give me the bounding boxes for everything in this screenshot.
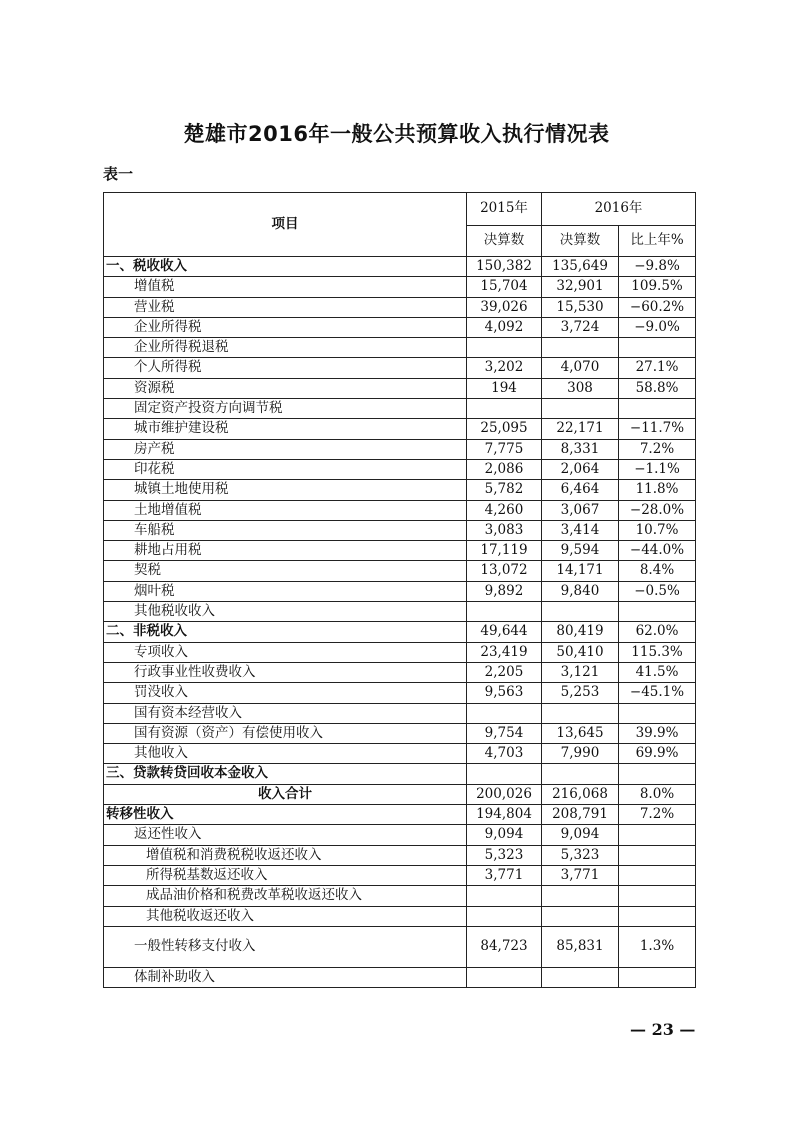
row-value-2015: 5,323: [467, 845, 542, 865]
row-value-2015: 2,205: [467, 662, 542, 682]
row-yoy-percent: [619, 845, 696, 865]
table-row: [104, 784, 696, 804]
table-row: [104, 642, 696, 662]
table-row: [104, 277, 696, 297]
row-item-name: 耕地占用税: [104, 541, 467, 561]
header-final-2016: 决算数: [542, 226, 619, 257]
page-title: 楚雄市2016年一般公共预算收入执行情况表: [183, 122, 610, 146]
row-yoy-percent: −0.5%: [619, 581, 696, 601]
row-value-2016: 208,791: [542, 805, 619, 825]
table-row: [104, 602, 696, 622]
table-row: [104, 926, 696, 967]
row-item-name: 一般性转移支付收入: [104, 926, 467, 967]
row-item-name: 国有资源（资产）有偿使用收入: [104, 723, 467, 743]
row-value-2016: [542, 967, 619, 987]
budget-table: [103, 192, 696, 988]
row-value-2015: [467, 764, 542, 784]
row-value-2016: 5,323: [542, 845, 619, 865]
row-value-2016: 14,171: [542, 561, 619, 581]
row-value-2016: 15,530: [542, 297, 619, 317]
row-item-name: 其他税收收入: [104, 602, 467, 622]
row-item-name: 个人所得税: [104, 358, 467, 378]
row-value-2015: [467, 399, 542, 419]
row-item-name: 房产税: [104, 439, 467, 459]
table-row: [104, 257, 696, 277]
row-value-2015: 9,754: [467, 723, 542, 743]
row-yoy-percent: −9.0%: [619, 317, 696, 337]
row-item-name: 企业所得税: [104, 317, 467, 337]
row-yoy-percent: 7.2%: [619, 439, 696, 459]
table-row: [104, 561, 696, 581]
row-item-name: 返还性收入: [104, 825, 467, 845]
row-value-2015: 3,202: [467, 358, 542, 378]
row-item-name: 增值税: [104, 277, 467, 297]
row-yoy-percent: 1.3%: [619, 926, 696, 967]
table-row: [104, 399, 696, 419]
table-row: [104, 297, 696, 317]
row-value-2015: [467, 967, 542, 987]
row-item-name: 专项收入: [104, 642, 467, 662]
row-yoy-percent: 58.8%: [619, 378, 696, 398]
row-yoy-percent: [619, 602, 696, 622]
table-row: [104, 541, 696, 561]
table-row: [104, 500, 696, 520]
row-value-2016: 6,464: [542, 480, 619, 500]
row-yoy-percent: 39.9%: [619, 723, 696, 743]
row-value-2015: 194,804: [467, 805, 542, 825]
row-yoy-percent: [619, 825, 696, 845]
row-yoy-percent: [619, 865, 696, 885]
row-value-2015: 9,563: [467, 683, 542, 703]
row-value-2015: 9,094: [467, 825, 542, 845]
row-item-name: 行政事业性收费收入: [104, 662, 467, 682]
row-item-name: 其他税收返还收入: [104, 906, 467, 926]
row-value-2016: 308: [542, 378, 619, 398]
row-value-2016: 13,645: [542, 723, 619, 743]
row-item-name: 增值税和消费税税收返还收入: [104, 845, 467, 865]
row-yoy-percent: −1.1%: [619, 459, 696, 479]
row-value-2016: [542, 703, 619, 723]
table-row: [104, 378, 696, 398]
row-value-2015: [467, 703, 542, 723]
table-row: [104, 845, 696, 865]
row-value-2015: 4,260: [467, 500, 542, 520]
row-value-2016: 2,064: [542, 459, 619, 479]
row-yoy-percent: 8.0%: [619, 784, 696, 804]
header-item: 项目: [104, 193, 467, 257]
row-value-2015: 200,026: [467, 784, 542, 804]
row-value-2015: 2,086: [467, 459, 542, 479]
table-row: [104, 480, 696, 500]
row-value-2015: 84,723: [467, 926, 542, 967]
table-row: [104, 825, 696, 845]
row-yoy-percent: −44.0%: [619, 541, 696, 561]
row-value-2016: 3,121: [542, 662, 619, 682]
row-value-2016: 7,990: [542, 744, 619, 764]
table-row: [104, 683, 696, 703]
row-value-2016: 3,724: [542, 317, 619, 337]
row-yoy-percent: [619, 764, 696, 784]
table-row: [104, 906, 696, 926]
row-yoy-percent: 8.4%: [619, 561, 696, 581]
row-value-2015: 13,072: [467, 561, 542, 581]
row-yoy-percent: 11.8%: [619, 480, 696, 500]
row-item-name: 城镇土地使用税: [104, 480, 467, 500]
row-yoy-percent: −60.2%: [619, 297, 696, 317]
row-value-2015: [467, 886, 542, 906]
row-value-2016: 3,414: [542, 520, 619, 540]
row-value-2015: 49,644: [467, 622, 542, 642]
row-item-name: 企业所得税退税: [104, 338, 467, 358]
row-value-2015: [467, 906, 542, 926]
header-final-2015: 决算数: [467, 226, 542, 257]
row-value-2015: 3,771: [467, 865, 542, 885]
row-item-name: 体制补助收入: [104, 967, 467, 987]
row-value-2015: 17,119: [467, 541, 542, 561]
table-row: [104, 662, 696, 682]
row-value-2016: 3,067: [542, 500, 619, 520]
row-item-name: 二、非税收入: [104, 622, 467, 642]
row-value-2016: 85,831: [542, 926, 619, 967]
row-value-2015: [467, 602, 542, 622]
header-year-2015: 2015年: [467, 193, 542, 226]
row-item-name: 收入合计: [104, 784, 467, 804]
row-value-2016: 9,594: [542, 541, 619, 561]
row-value-2016: 216,068: [542, 784, 619, 804]
row-yoy-percent: 41.5%: [619, 662, 696, 682]
table-row: [104, 358, 696, 378]
table-label: 表一: [103, 165, 134, 183]
row-yoy-percent: 109.5%: [619, 277, 696, 297]
row-yoy-percent: [619, 886, 696, 906]
row-value-2015: 39,026: [467, 297, 542, 317]
table-row: [104, 439, 696, 459]
row-value-2015: 23,419: [467, 642, 542, 662]
row-yoy-percent: 10.7%: [619, 520, 696, 540]
row-yoy-percent: 7.2%: [619, 805, 696, 825]
row-value-2015: 9,892: [467, 581, 542, 601]
table-row: [104, 805, 696, 825]
row-item-name: 营业税: [104, 297, 467, 317]
row-value-2015: 3,083: [467, 520, 542, 540]
row-value-2016: 8,331: [542, 439, 619, 459]
table-row: [104, 317, 696, 337]
row-yoy-percent: −28.0%: [619, 500, 696, 520]
row-yoy-percent: [619, 967, 696, 987]
row-value-2015: 7,775: [467, 439, 542, 459]
row-value-2015: 4,092: [467, 317, 542, 337]
row-value-2016: 50,410: [542, 642, 619, 662]
row-value-2016: [542, 886, 619, 906]
row-item-name: 城市维护建设税: [104, 419, 467, 439]
row-item-name: 烟叶税: [104, 581, 467, 601]
row-item-name: 三、贷款转贷回收本金收入: [104, 764, 467, 784]
row-value-2016: 9,094: [542, 825, 619, 845]
table-row: [104, 338, 696, 358]
row-yoy-percent: 69.9%: [619, 744, 696, 764]
row-value-2015: 4,703: [467, 744, 542, 764]
row-value-2015: 194: [467, 378, 542, 398]
row-value-2015: 25,095: [467, 419, 542, 439]
row-value-2015: [467, 338, 542, 358]
header-yoy: 比上年%: [619, 226, 696, 257]
row-yoy-percent: [619, 703, 696, 723]
row-item-name: 成品油价格和税费改革税收返还收入: [104, 886, 467, 906]
row-item-name: 固定资产投资方向调节税: [104, 399, 467, 419]
row-item-name: 土地增值税: [104, 500, 467, 520]
table-row: [104, 967, 696, 987]
row-yoy-percent: −9.8%: [619, 257, 696, 277]
table-row: [104, 886, 696, 906]
row-item-name: 罚没收入: [104, 683, 467, 703]
row-value-2016: [542, 764, 619, 784]
row-value-2016: 135,649: [542, 257, 619, 277]
table-row: [104, 744, 696, 764]
header-year-2016: 2016年: [542, 193, 696, 226]
row-yoy-percent: −45.1%: [619, 683, 696, 703]
row-item-name: 资源税: [104, 378, 467, 398]
row-yoy-percent: 62.0%: [619, 622, 696, 642]
row-value-2016: 32,901: [542, 277, 619, 297]
row-value-2015: 15,704: [467, 277, 542, 297]
table-row: [104, 723, 696, 743]
row-value-2016: [542, 399, 619, 419]
row-item-name: 契税: [104, 561, 467, 581]
row-value-2016: 3,771: [542, 865, 619, 885]
table-header: [104, 193, 696, 257]
row-value-2016: 80,419: [542, 622, 619, 642]
row-yoy-percent: 27.1%: [619, 358, 696, 378]
page-number: — 23 —: [630, 1020, 696, 1039]
table-row: [104, 520, 696, 540]
row-value-2016: [542, 906, 619, 926]
table-row: [104, 459, 696, 479]
row-value-2016: [542, 338, 619, 358]
row-yoy-percent: 115.3%: [619, 642, 696, 662]
row-value-2016: 22,171: [542, 419, 619, 439]
table-row: [104, 419, 696, 439]
row-item-name: 所得税基数返还收入: [104, 865, 467, 885]
row-item-name: 转移性收入: [104, 805, 467, 825]
row-value-2016: 5,253: [542, 683, 619, 703]
row-value-2015: 5,782: [467, 480, 542, 500]
table-row: [104, 622, 696, 642]
row-value-2016: 9,840: [542, 581, 619, 601]
row-yoy-percent: [619, 399, 696, 419]
row-value-2016: 4,070: [542, 358, 619, 378]
row-yoy-percent: −11.7%: [619, 419, 696, 439]
table-row: [104, 865, 696, 885]
table-row: [104, 703, 696, 723]
table-row: [104, 764, 696, 784]
row-item-name: 一、税收收入: [104, 257, 467, 277]
row-item-name: 印花税: [104, 459, 467, 479]
table-body: [104, 257, 696, 988]
row-item-name: 其他收入: [104, 744, 467, 764]
row-value-2015: 150,382: [467, 257, 542, 277]
table-row: [104, 581, 696, 601]
row-item-name: 国有资本经营收入: [104, 703, 467, 723]
row-yoy-percent: [619, 338, 696, 358]
row-yoy-percent: [619, 906, 696, 926]
row-value-2016: [542, 602, 619, 622]
row-item-name: 车船税: [104, 520, 467, 540]
